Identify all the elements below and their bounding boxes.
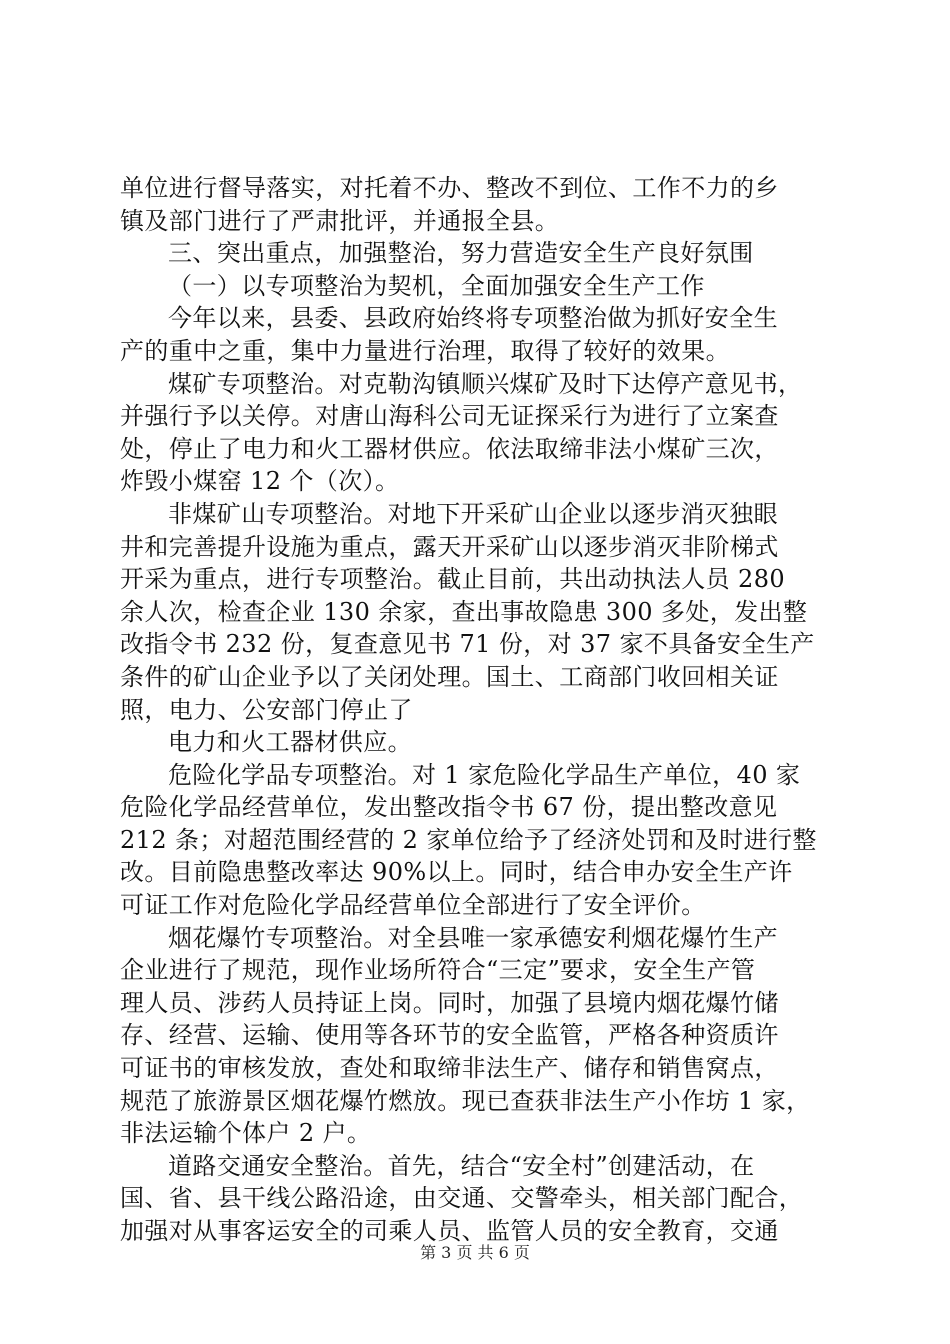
text-line: （一）以专项整治为契机，全面加强安全生产工作	[168, 271, 705, 300]
text-line: 产的重中之重，集中力量进行治理，取得了较好的效果。	[120, 336, 730, 365]
text-line: 国、省、县干线公路沿途，由交通、交警牵头，相关部门配合，	[120, 1184, 804, 1213]
text-line: 煤矿专项整治。对克勒沟镇顺兴煤矿及时下达停产意见书，	[168, 369, 803, 398]
text-line: 单位进行督导落实，对托着不办、整改不到位、工作不力的乡	[120, 174, 779, 202]
text-line: 加强对从事客运安全的司乘人员、监管人员的安全教育，交通	[120, 1217, 779, 1245]
text-line: 井和完善提升设施为重点，露天开采矿山以逐步消灭非阶梯式	[120, 532, 779, 561]
text-line: 炸毁小煤窑 12 个（次）。	[120, 467, 400, 496]
text-line: 存、经营、运输、使用等各环节的安全监管，严格各种资质许	[120, 1021, 779, 1050]
text-line: 处，停止了电力和火工器材供应。依法取缔非法小煤矿三次，	[120, 434, 779, 463]
text-line: 三、突出重点，加强整治，努力营造安全生产良好氛围	[168, 239, 754, 268]
text-line: 非法运输个体户 2 户。	[120, 1119, 372, 1148]
text-line: 企业进行了规范，现作业场所符合“三定”要求，安全生产管	[120, 956, 756, 985]
text-line: 条件的矿山企业予以了关闭处理。国土、工商部门收回相关证	[120, 662, 779, 691]
text-line: 烟花爆竹专项整治。对全县唯一家承德安利烟花爆竹生产	[168, 923, 778, 952]
text-line: 规范了旅游景区烟花爆竹燃放。现已查获非法生产小作坊 1 家，	[120, 1086, 811, 1115]
text-line: 镇及部门进行了严肃批评，并通报全县。	[120, 206, 560, 235]
text-line: 改。目前隐患整改率达 90%以上。同时，结合申办安全生产许	[120, 858, 793, 887]
text-line: 道路交通安全整治。首先，结合“安全村”创建活动，在	[168, 1151, 755, 1180]
text-line: 电力和火工器材供应。	[168, 728, 412, 757]
text-line: 开采为重点，进行专项整治。截止目前，共出动执法人员 280	[120, 565, 786, 594]
text-line: 可证工作对危险化学品经营单位全部进行了安全评价。	[120, 891, 706, 920]
page-footer: 第 3 页 共 6 页	[420, 1243, 530, 1262]
text-line: 危险化学品经营单位，发出整改指令书 67 份，提出整改意见	[120, 793, 778, 822]
text-line: 并强行予以关停。对唐山海科公司无证探采行为进行了立案查	[120, 402, 779, 431]
text-line: 今年以来，县委、县政府始终将专项整治做为抓好安全生	[168, 304, 778, 333]
text-line: 余人次，检查企业 130 余家，查出事故隐患 300 多处，发出整	[120, 597, 808, 626]
text-line: 改指令书 232 份，复查意见书 71 份，对 37 家不具备安全生产	[120, 630, 815, 659]
text-line: 照，电力、公安部门停止了	[120, 695, 413, 724]
text-line: 212 条；对超范围经营的 2 家单位给予了经济处罚和及时进行整	[120, 825, 817, 854]
text-line: 非煤矿山专项整治。对地下开采矿山企业以逐步消灭独眼	[168, 499, 778, 528]
text-line: 危险化学品专项整治。对 1 家危险化学品生产单位，40 家	[168, 760, 801, 789]
text-line: 理人员、涉药人员持证上岗。同时，加强了县境内烟花爆竹储	[120, 988, 779, 1017]
text-line: 可证书的审核发放，查处和取缔非法生产、储存和销售窝点，	[120, 1054, 779, 1083]
document-body	[120, 172, 840, 1248]
